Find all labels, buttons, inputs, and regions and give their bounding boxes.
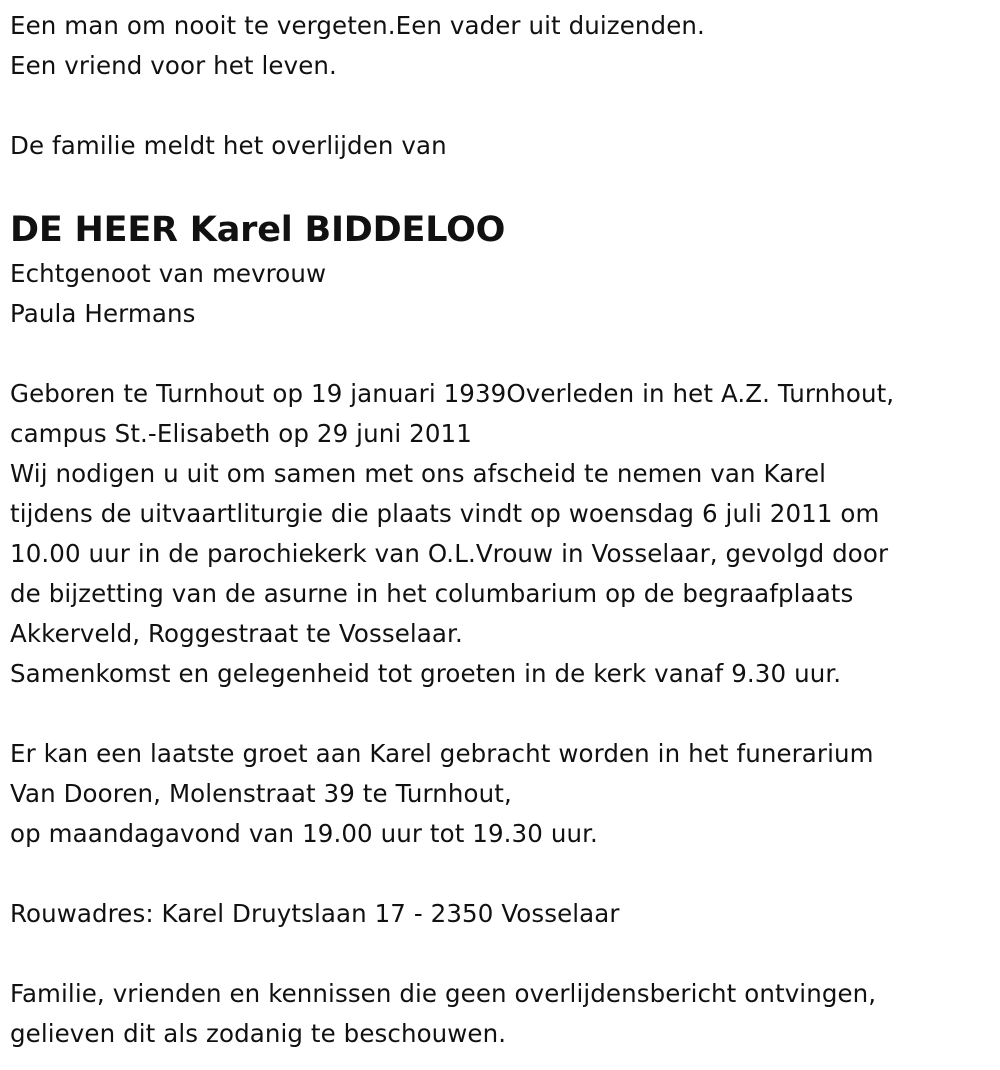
spouse-line: Echtgenoot van mevrouw	[10, 259, 327, 288]
obituary-notice	[10, 6, 985, 1054]
spacer	[10, 86, 985, 126]
announcement-text: De familie meldt het overlijden van	[10, 131, 447, 160]
intro-line: Een vriend voor het leven.	[10, 51, 337, 80]
details-line: 10.00 uur in de parochiekerk van O.L.Vrouw in Vosselaar, gevolgd door	[10, 539, 889, 568]
intro-text	[10, 6, 985, 86]
spouse-info	[10, 254, 985, 334]
details-line: Wij nodigen u uit om samen met ons afscheid te nemen van Karel	[10, 459, 827, 488]
visitation-line: op maandagavond van 19.00 uur tot 19.30 uur.	[10, 819, 598, 848]
closing-line: Familie, vrienden en kennissen die geen overlijdensbericht ontvingen,	[10, 979, 877, 1008]
spacer	[10, 854, 985, 894]
closing-note	[10, 974, 985, 1054]
spouse-line: Paula Hermans	[10, 299, 196, 328]
visitation-line: Er kan een laatste groet aan Karel gebracht worden in het funerarium	[10, 739, 874, 768]
mourning-address: Rouwadres: Karel Druytslaan 17 - 2350 Vosselaar	[10, 899, 620, 928]
spacer	[10, 166, 985, 206]
visitation-info	[10, 734, 985, 854]
details-line: Samenkomst en gelegenheid tot groeten in de kerk vanaf 9.30 uur.	[10, 659, 842, 688]
details-line: Akkerveld, Roggestraat te Vosselaar.	[10, 619, 463, 648]
spacer	[10, 934, 985, 974]
details-line: tijdens de uitvaartliturgie die plaats vindt op woensdag 6 juli 2011 om	[10, 499, 880, 528]
deceased-name: DE HEER Karel BIDDELOO	[10, 210, 506, 250]
details-line: campus St.-Elisabeth op 29 juni 2011	[10, 419, 472, 448]
spacer	[10, 694, 985, 734]
details-line: de bijzetting van de asurne in het columbarium op de begraafplaats	[10, 579, 854, 608]
details-line: Geboren te Turnhout op 19 januari 1939Overleden in het A.Z. Turnhout,	[10, 379, 895, 408]
funeral-details	[10, 374, 985, 694]
spacer	[10, 334, 985, 374]
visitation-line: Van Dooren, Molenstraat 39 te Turnhout,	[10, 779, 512, 808]
intro-line: Een man om nooit te vergeten.Een vader uit duizenden.	[10, 11, 705, 40]
closing-line: gelieven dit als zodanig te beschouwen.	[10, 1019, 507, 1048]
